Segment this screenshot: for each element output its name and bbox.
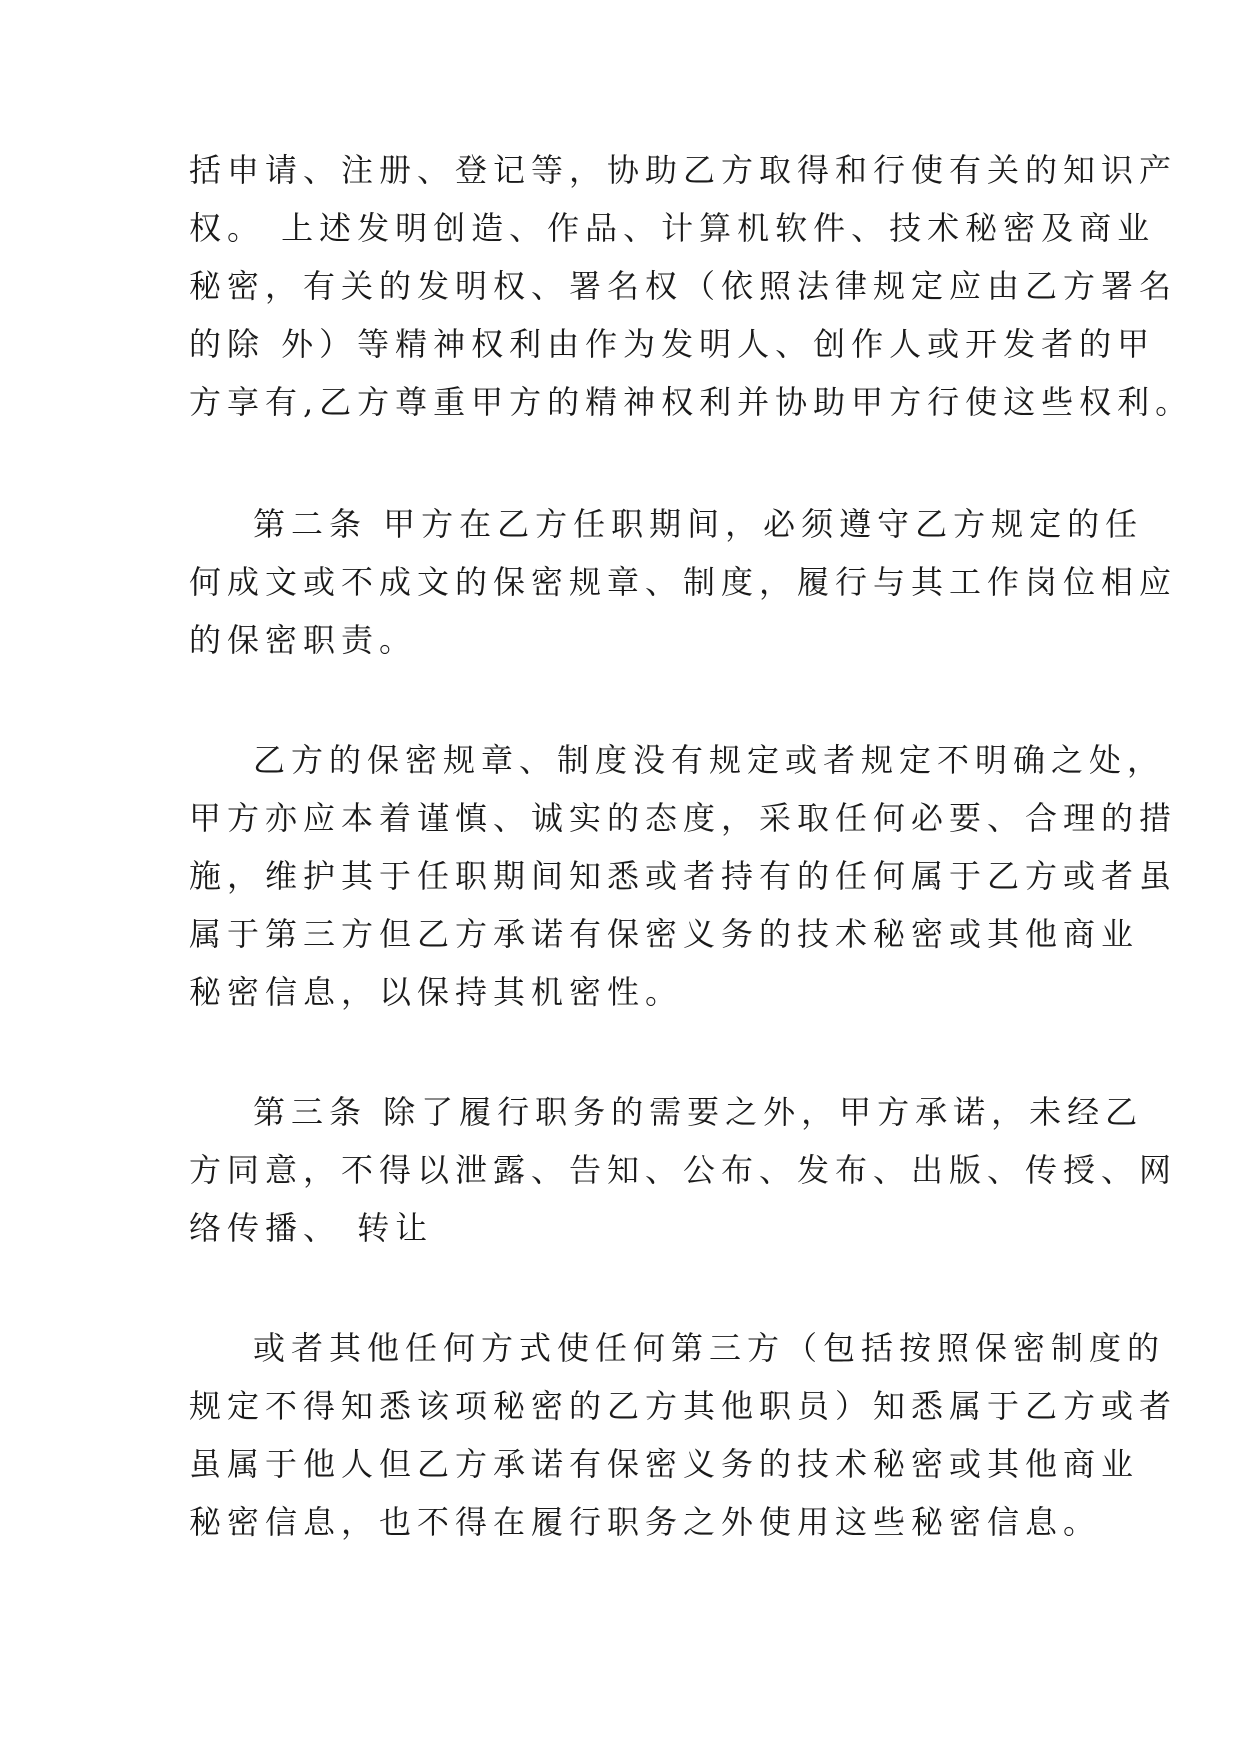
- paragraph-5-line-4: 秘密信息，也不得在履行职务之外使用这些秘密信息。: [189, 1503, 1102, 1541]
- paragraph-4-line-3: 络传播、 转让: [189, 1209, 434, 1247]
- paragraph-2-line-1: 第二条 甲方在乙方任职期间，必须遵守乙方规定的任: [253, 505, 1144, 543]
- paragraph-5-line-3: 虽属于他人但乙方承诺有保密义务的技术秘密或其他商业: [189, 1445, 1140, 1483]
- paragraph-4-line-2: 方同意，不得以泄露、告知、公布、发布、出版、传授、网: [189, 1151, 1178, 1189]
- paragraph-3-line-4: 属于第三方但乙方承诺有保密义务的技术秘密或其他商业: [189, 915, 1140, 953]
- paragraph-5-line-1: 或者其他任何方式使任何第三方（包括按照保密制度的: [253, 1329, 1166, 1367]
- paragraph-2-line-2: 何成文或不成文的保密规章、制度，履行与其工作岗位相应: [189, 563, 1178, 601]
- paragraph-3-line-2: 甲方亦应本着谨慎、诚实的态度，采取任何必要、合理的措: [189, 799, 1178, 837]
- paragraph-1-line-1: 括申请、注册、登记等，协助乙方取得和行使有关的知识产: [189, 151, 1178, 189]
- paragraph-3-line-3: 施，维护其于任职期间知悉或者持有的任何属于乙方或者虽: [189, 857, 1178, 895]
- paragraph-1-line-3: 秘密，有关的发明权、署名权（依照法律规定应由乙方署名: [189, 267, 1178, 305]
- paragraph-1-line-2: 权。 上述发明创造、作品、计算机软件、技术秘密及商业: [189, 209, 1156, 247]
- paragraph-4-line-1: 第三条 除了履行职务的需要之外，甲方承诺，未经乙: [253, 1093, 1144, 1131]
- paragraph-2-line-3: 的保密职责。: [189, 621, 418, 659]
- paragraph-3-line-5: 秘密信息，以保持其机密性。: [189, 973, 684, 1011]
- paragraph-3-line-1: 乙方的保密规章、制度没有规定或者规定不明确之处，: [253, 741, 1166, 779]
- paragraph-1-line-5: 方享有,乙方尊重甲方的精神权利并协助甲方行使这些权利。: [189, 383, 1194, 421]
- paragraph-1-line-4: 的除 外）等精神权利由作为发明人、创作人或开发者的甲: [189, 325, 1156, 363]
- paragraph-5-line-2: 规定不得知悉该项秘密的乙方其他职员）知悉属于乙方或者: [189, 1387, 1178, 1425]
